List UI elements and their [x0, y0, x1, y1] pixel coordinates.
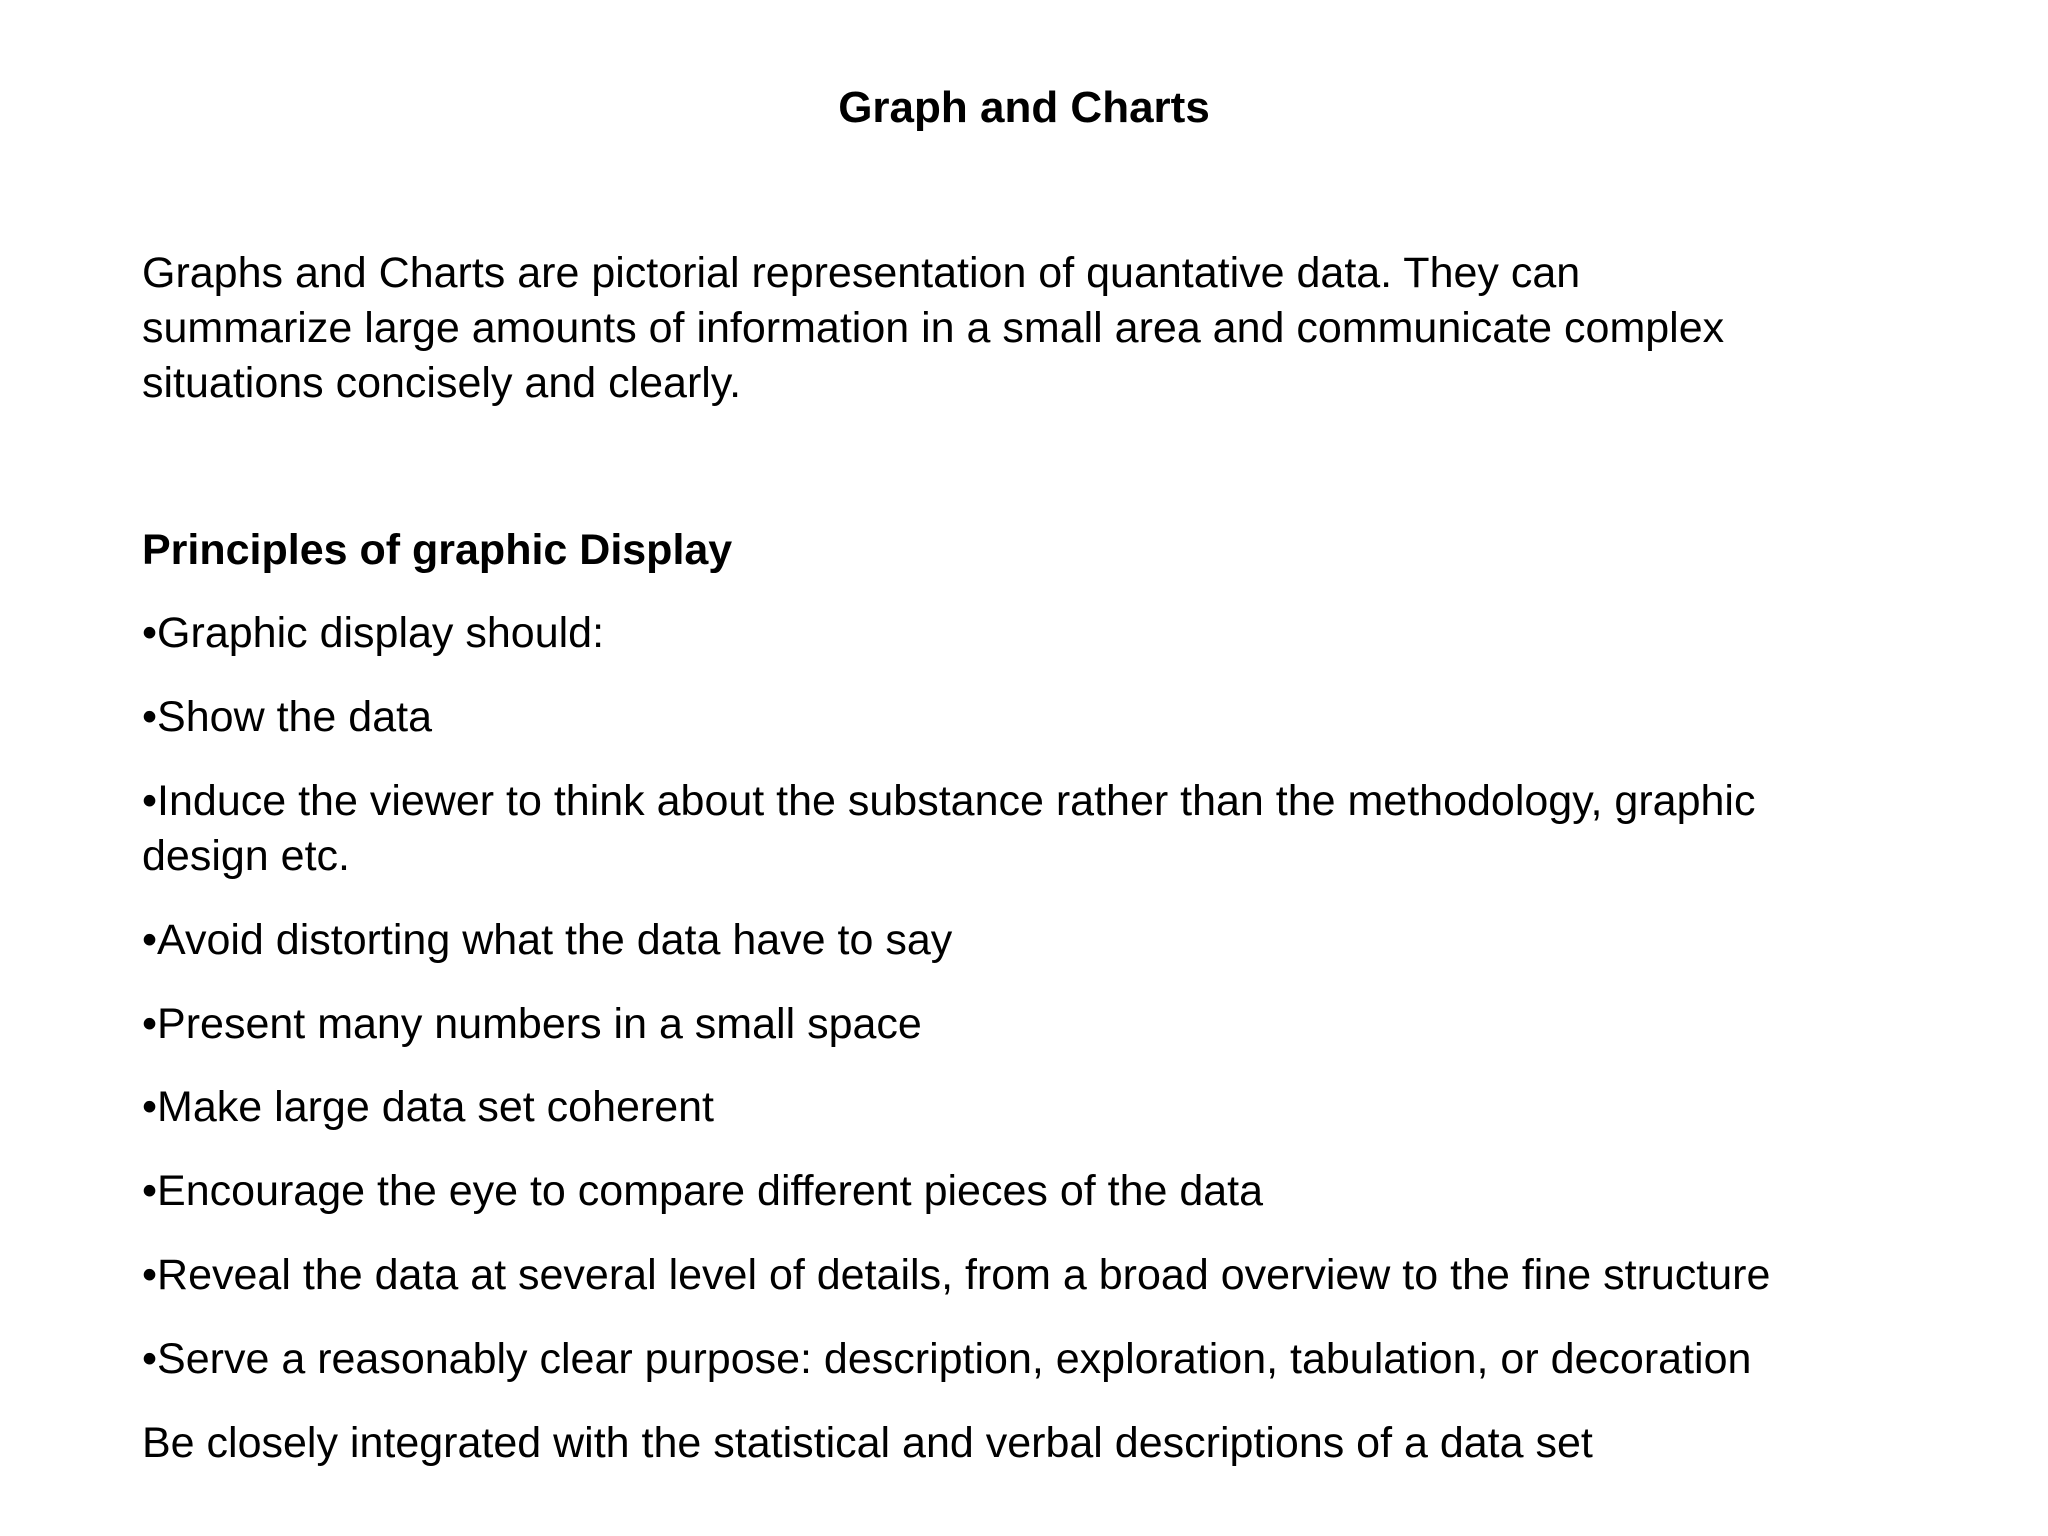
page-title: Graph and Charts — [838, 83, 1210, 132]
bullet-item: •Graphic display should: — [142, 609, 605, 657]
intro-line: situations concisely and clearly. — [142, 359, 742, 407]
bullet-item: •Avoid distorting what the data have to say — [142, 916, 953, 964]
bullet-item: •Reveal the data at several level of details, from a broad overview to the fine structure — [142, 1251, 1771, 1299]
bullet-item: •Make large data set coherent — [142, 1083, 714, 1131]
intro-line: summarize large amounts of information in a small area and communicate complex — [142, 304, 1725, 352]
bullet-item-continuation: design etc. — [142, 832, 350, 880]
bullet-item: •Induce the viewer to think about the substance rather than the methodology, graphic — [142, 777, 1756, 825]
bullet-item: •Show the data — [142, 693, 432, 741]
bullet-item: •Present many numbers in a small space — [142, 1000, 922, 1048]
intro-paragraph — [142, 246, 1942, 411]
bullet-item: •Encourage the eye to compare different pieces of the data — [142, 1167, 1264, 1215]
section-heading: Principles of graphic Display — [142, 526, 733, 574]
intro-line: Graphs and Charts are pictorial representation of quantative data. They can — [142, 249, 1581, 297]
closing-line: Be closely integrated with the statistical and verbal descriptions of a data set — [142, 1419, 1593, 1467]
bullet-item: •Serve a reasonably clear purpose: description, exploration, tabulation, or decoration — [142, 1335, 1752, 1383]
